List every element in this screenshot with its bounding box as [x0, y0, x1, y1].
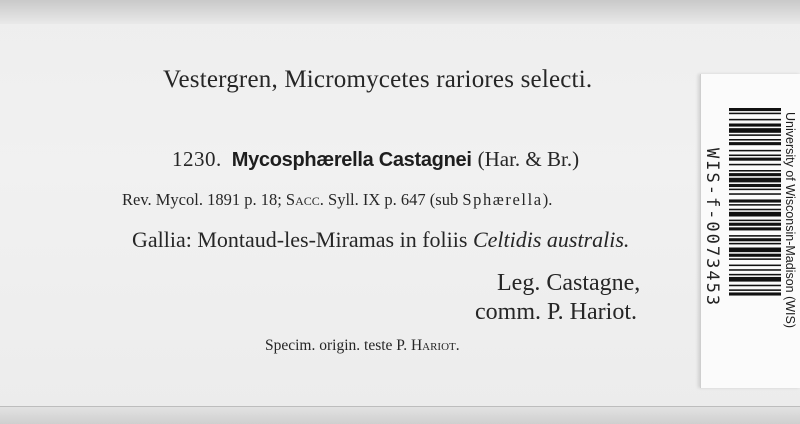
top-edge-shadow — [0, 0, 800, 24]
barcode-bar — [729, 269, 781, 271]
barcode-bar — [729, 212, 781, 217]
reference-part3: ). — [542, 190, 553, 209]
barcode-bar — [729, 124, 781, 127]
exsiccata-number: 1230. — [172, 147, 222, 171]
barcode-bar — [729, 223, 781, 226]
barcode-bar — [729, 285, 781, 287]
bottom-edge-shadow — [0, 406, 800, 424]
barcode-bar — [729, 170, 781, 172]
catalog-number: WIS-f-0073453 — [702, 148, 722, 308]
reference-part1: Rev. Mycol. 1891 p. 18; — [122, 190, 286, 209]
taxon-authority: (Har. & Br.) — [477, 147, 580, 171]
barcode-bar — [729, 158, 781, 161]
barcode-bar — [729, 155, 781, 157]
barcode-bar — [729, 134, 781, 136]
barcode-bar — [729, 184, 781, 187]
barcode-bar — [729, 128, 781, 133]
barcode-bar — [729, 238, 781, 241]
taxon-name: Mycosphærella Castagnei — [231, 149, 472, 171]
barcode-bar — [729, 164, 781, 166]
barcode-bar — [729, 139, 781, 141]
barcode-bar — [729, 277, 781, 282]
series-title: Vestergren, Micromycetes rariores selecti. — [163, 66, 593, 93]
barcode-bar — [729, 227, 781, 230]
institution-name: University of Wisconsin-Madison (WIS) — [783, 112, 797, 329]
specimen-note-name: Hariot. — [410, 337, 460, 354]
entry-line — [172, 147, 579, 172]
barcode-bar — [729, 199, 781, 202]
barcode-bar — [729, 248, 781, 253]
barcode-bar — [729, 108, 781, 111]
barcode-bar — [729, 189, 781, 191]
barcode-bar — [729, 258, 781, 260]
barcode-bar — [729, 209, 781, 211]
barcode-bar — [729, 193, 781, 195]
specimen-note — [265, 337, 460, 355]
barcode-image — [729, 108, 781, 356]
barcode-bar — [729, 150, 781, 152]
locality-text: Gallia: Montaud-les-Miramas in foliis — [132, 227, 473, 252]
communicator-line: comm. P. Hariot. — [475, 299, 637, 325]
barcode-bar — [729, 204, 781, 206]
reference-sacc: Sacc. — [285, 190, 324, 209]
barcode-bar — [729, 243, 781, 245]
collector-line: Leg. Castagne, — [497, 270, 641, 296]
barcode-bar — [729, 113, 781, 115]
reference-line — [122, 190, 552, 210]
barcode-bar — [729, 142, 781, 145]
barcode-bar — [729, 178, 781, 183]
specimen-note-text: Specim. origin. teste P. — [265, 337, 411, 354]
barcode-bar — [729, 119, 781, 121]
barcode-bar — [729, 173, 781, 176]
barcode-bar — [729, 254, 781, 257]
host-name: Celtidis australis. — [472, 227, 630, 252]
barcode-bar — [729, 220, 781, 222]
barcode-bar — [729, 292, 781, 295]
reference-genus: Sphærella — [462, 190, 543, 209]
barcode-bar — [729, 274, 781, 276]
barcode-bar — [729, 235, 781, 237]
locality-line — [132, 227, 629, 253]
barcode-bar — [729, 265, 781, 267]
reference-part2: Syll. IX p. 647 (sub — [323, 190, 463, 209]
barcode-bar — [729, 289, 781, 291]
